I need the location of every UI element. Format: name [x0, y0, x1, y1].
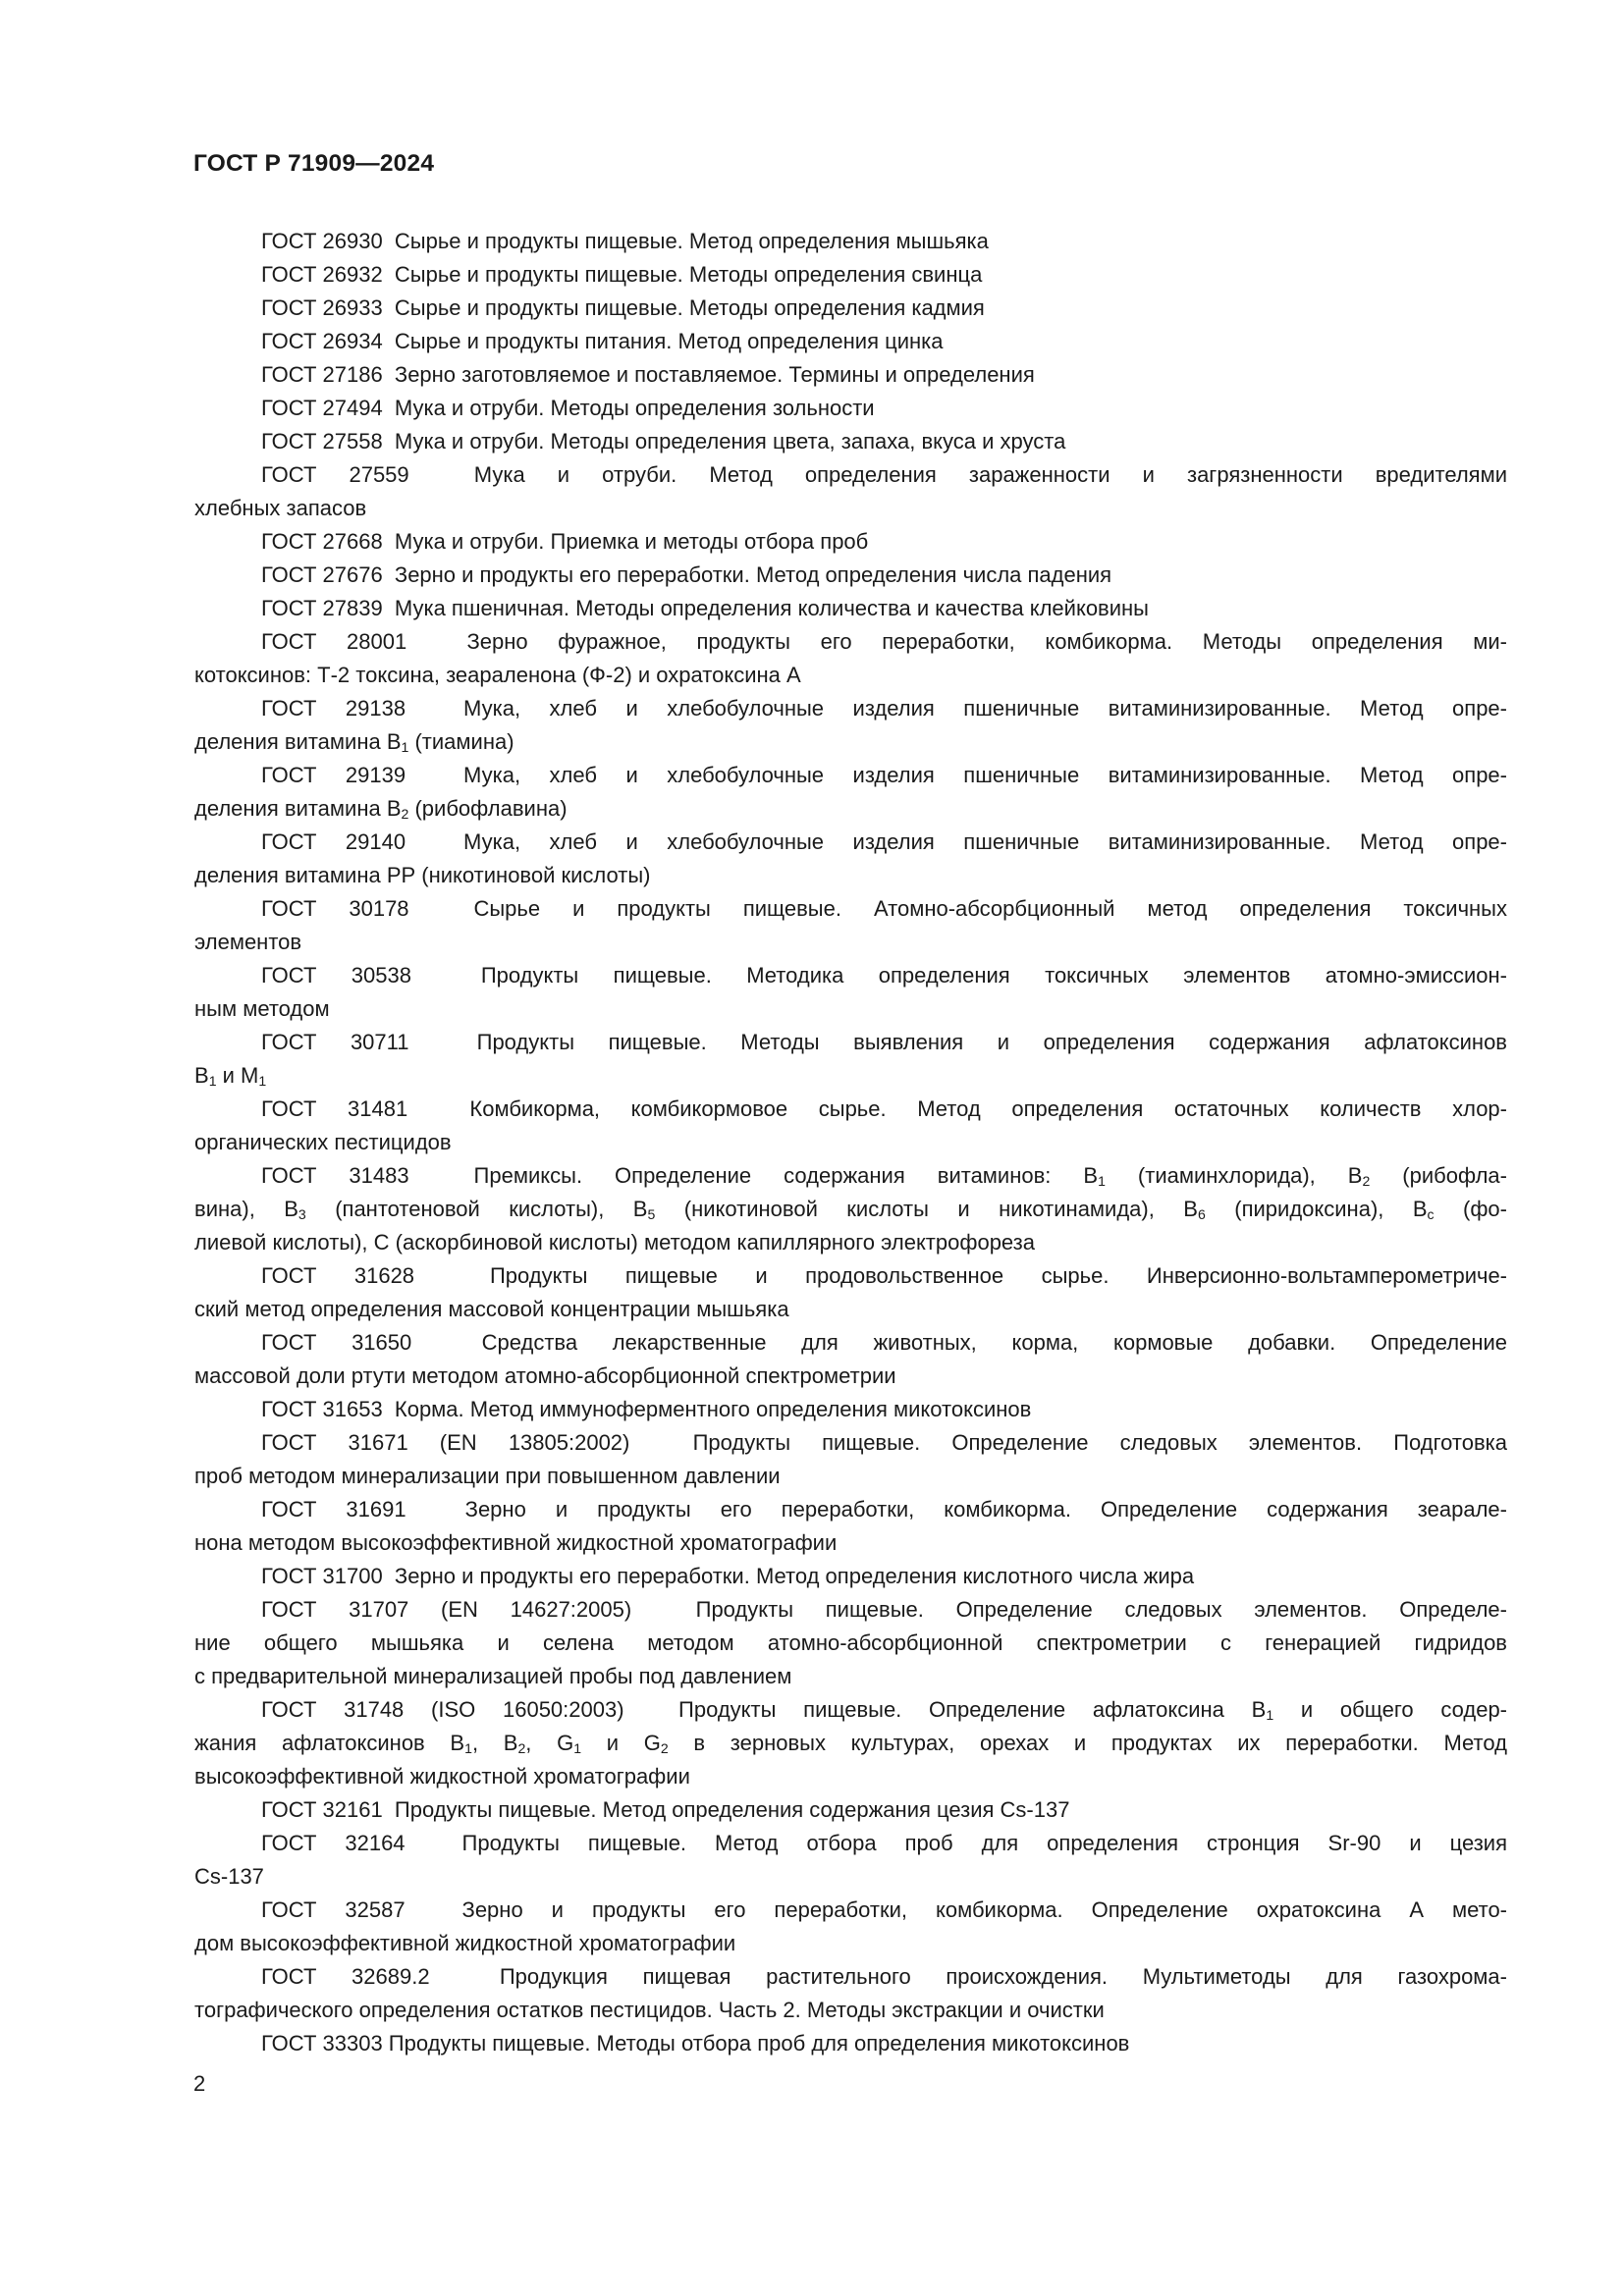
- reference-line: ГОСТ 30178 Сырье и продукты пищевые. Атомно-абсорбционный метод определения токсичных: [261, 896, 1507, 921]
- reference-line: деления витамина $В_1$ (тиамина): [194, 729, 514, 755]
- reference-line: вина), $В_3$ (пантотеновой кислоты), $В_5$ (никотиновой кислоты и никотинамида), $В_6$ (пиридоксина), $В_с$ (фо-: [194, 1197, 1507, 1222]
- document-code-header: ГОСТ Р 71909—2024: [193, 150, 435, 177]
- reference-line: ГОСТ 27668 Мука и отруби. Приемка и методы отбора проб: [261, 529, 869, 554]
- reference-line: ГОСТ 30538 Продукты пищевые. Методика определения токсичных элементов атомно-эмиссион-: [261, 963, 1507, 988]
- reference-line: ГОСТ 26934 Сырье и продукты питания. Метод определения цинка: [261, 329, 944, 353]
- reference-line: элементов: [194, 930, 302, 954]
- reference-line: ГОСТ 29140 Мука, хлеб и хлебобулочные изделия пшеничные витаминизированные. Метод опре-: [261, 829, 1507, 854]
- reference-line: ГОСТ 31628 Продукты пищевые и продовольственное сырье. Инверсионно-вольтамперометриче-: [261, 1263, 1507, 1288]
- reference-line: ГОСТ 29138 Мука, хлеб и хлебобулочные изделия пшеничные витаминизированные. Метод опре-: [261, 696, 1507, 721]
- reference-line: ГОСТ 27494 Мука и отруби. Методы определения зольности: [261, 396, 875, 420]
- reference-line: хлебных запасов: [194, 496, 367, 520]
- reference-line: ГОСТ 27186 Зерно заготовляемое и поставляемое. Термины и определения: [261, 362, 1035, 387]
- reference-line: ГОСТ 27676 Зерно и продукты его переработки. Метод определения числа падения: [261, 562, 1112, 587]
- reference-line: ГОСТ 32164 Продукты пищевые. Метод отбора проб для определения стронция Sr-90 и цезия: [261, 1831, 1507, 1855]
- reference-line: ГОСТ 31748 (ISO 16050:2003) Продукты пищевые. Определение афлатоксина $В_1$ и общего содер-: [261, 1697, 1507, 1723]
- reference-line: деления витамина $В_2$ (рибофлавина): [194, 796, 568, 822]
- reference-line: котоксинов: Т-2 токсина, зеараленона (Ф-2) и охратоксина А: [194, 663, 801, 687]
- reference-line: жания афлатоксинов $В_1$, $В_2$, $G_1$ и $G_2$ в зерновых культурах, орехах и продуктах их переработки. Метод: [194, 1731, 1507, 1756]
- reference-line: ГОСТ 26930 Сырье и продукты пищевые. Метод определения мышьяка: [261, 229, 989, 253]
- reference-line: ГОСТ 32161 Продукты пищевые. Метод определения содержания цезия Cs-137: [261, 1797, 1070, 1822]
- reference-line: Cs-137: [194, 1864, 264, 1889]
- reference-line: деления витамина РР (никотиновой кислоты): [194, 863, 651, 887]
- reference-line: тографического определения остатков пестицидов. Часть 2. Методы экстракции и очистки: [194, 1998, 1105, 2022]
- reference-line: ГОСТ 31707 (EN 14627:2005) Продукты пищевые. Определение следовых элементов. Определе-: [261, 1597, 1507, 1622]
- reference-line: ГОСТ 27558 Мука и отруби. Методы определения цвета, запаха, вкуса и хруста: [261, 429, 1066, 454]
- reference-line: с предварительной минерализацией пробы под давлением: [194, 1664, 792, 1688]
- reference-line: ГОСТ 26932 Сырье и продукты пищевые. Методы определения свинца: [261, 262, 983, 287]
- reference-line: дом высокоэффективной жидкостной хроматографии: [194, 1931, 736, 1955]
- references-block: [194, 225, 1507, 2060]
- reference-line: ГОСТ 32689.2 Продукция пищевая растительного происхождения. Мультиметоды для газохрома-: [261, 1964, 1507, 1989]
- reference-line: $В_1$ и $М_1$: [194, 1063, 267, 1089]
- reference-line: ным методом: [194, 996, 330, 1021]
- reference-line: ние общего мышьяка и селена методом атомно-абсорбционной спектрометрии с генерацией гидридов: [194, 1630, 1507, 1655]
- reference-line: ГОСТ 26933 Сырье и продукты пищевые. Методы определения кадмия: [261, 295, 985, 320]
- reference-line: ГОСТ 31691 Зерно и продукты его переработки, комбикорма. Определение содержания зеарале-: [261, 1497, 1507, 1522]
- reference-line: ГОСТ 31481 Комбикорма, комбикормовое сырье. Метод определения остаточных количеств хлор-: [261, 1096, 1507, 1121]
- reference-line: ГОСТ 30711 Продукты пищевые. Методы выявления и определения содержания афлатоксинов: [261, 1030, 1507, 1054]
- reference-line: ГОСТ 31650 Средства лекарственные для животных, корма, кормовые добавки. Определение: [261, 1330, 1507, 1355]
- reference-line: ГОСТ 31700 Зерно и продукты его переработки. Метод определения кислотного числа жира: [261, 1564, 1195, 1588]
- reference-line: ский метод определения массовой концентрации мышьяка: [194, 1297, 789, 1321]
- reference-line: нона методом высокоэффективной жидкостной хроматографии: [194, 1530, 838, 1555]
- reference-line: ГОСТ 29139 Мука, хлеб и хлебобулочные изделия пшеничные витаминизированные. Метод опре-: [261, 763, 1507, 787]
- reference-line: массовой доли ртути методом атомно-абсорбционной спектрометрии: [194, 1363, 896, 1388]
- reference-line: ГОСТ 32587 Зерно и продукты его переработки, комбикорма. Определение охратоксина А мето-: [261, 1897, 1507, 1922]
- reference-line: ГОСТ 31483 Премиксы. Определение содержания витаминов: $В_1$ (тиаминхлорида), $В_2$ (рибофла-: [261, 1163, 1507, 1189]
- reference-line: ГОСТ 33303 Продукты пищевые. Методы отбора проб для определения микотоксинов: [261, 2031, 1130, 2056]
- reference-line: органических пестицидов: [194, 1130, 452, 1154]
- reference-line: лиевой кислоты), С (аскорбиновой кислоты) методом капиллярного электрофореза: [194, 1230, 1036, 1255]
- reference-line: ГОСТ 28001 Зерно фуражное, продукты его переработки, комбикорма. Методы определения ми-: [261, 629, 1507, 654]
- page-number: 2: [193, 2071, 206, 2096]
- reference-line: ГОСТ 27839 Мука пшеничная. Методы определения количества и качества клейковины: [261, 596, 1149, 620]
- reference-line: высокоэффективной жидкостной хроматографии: [194, 1764, 690, 1789]
- reference-line: ГОСТ 31653 Корма. Метод иммуноферментного определения микотоксинов: [261, 1397, 1032, 1421]
- reference-line: ГОСТ 27559 Мука и отруби. Метод определения зараженности и загрязненности вредителями: [261, 462, 1507, 487]
- reference-line: ГОСТ 31671 (EN 13805:2002) Продукты пищевые. Определение следовых элементов. Подготовка: [261, 1430, 1507, 1455]
- reference-line: проб методом минерализации при повышенном давлении: [194, 1464, 781, 1488]
